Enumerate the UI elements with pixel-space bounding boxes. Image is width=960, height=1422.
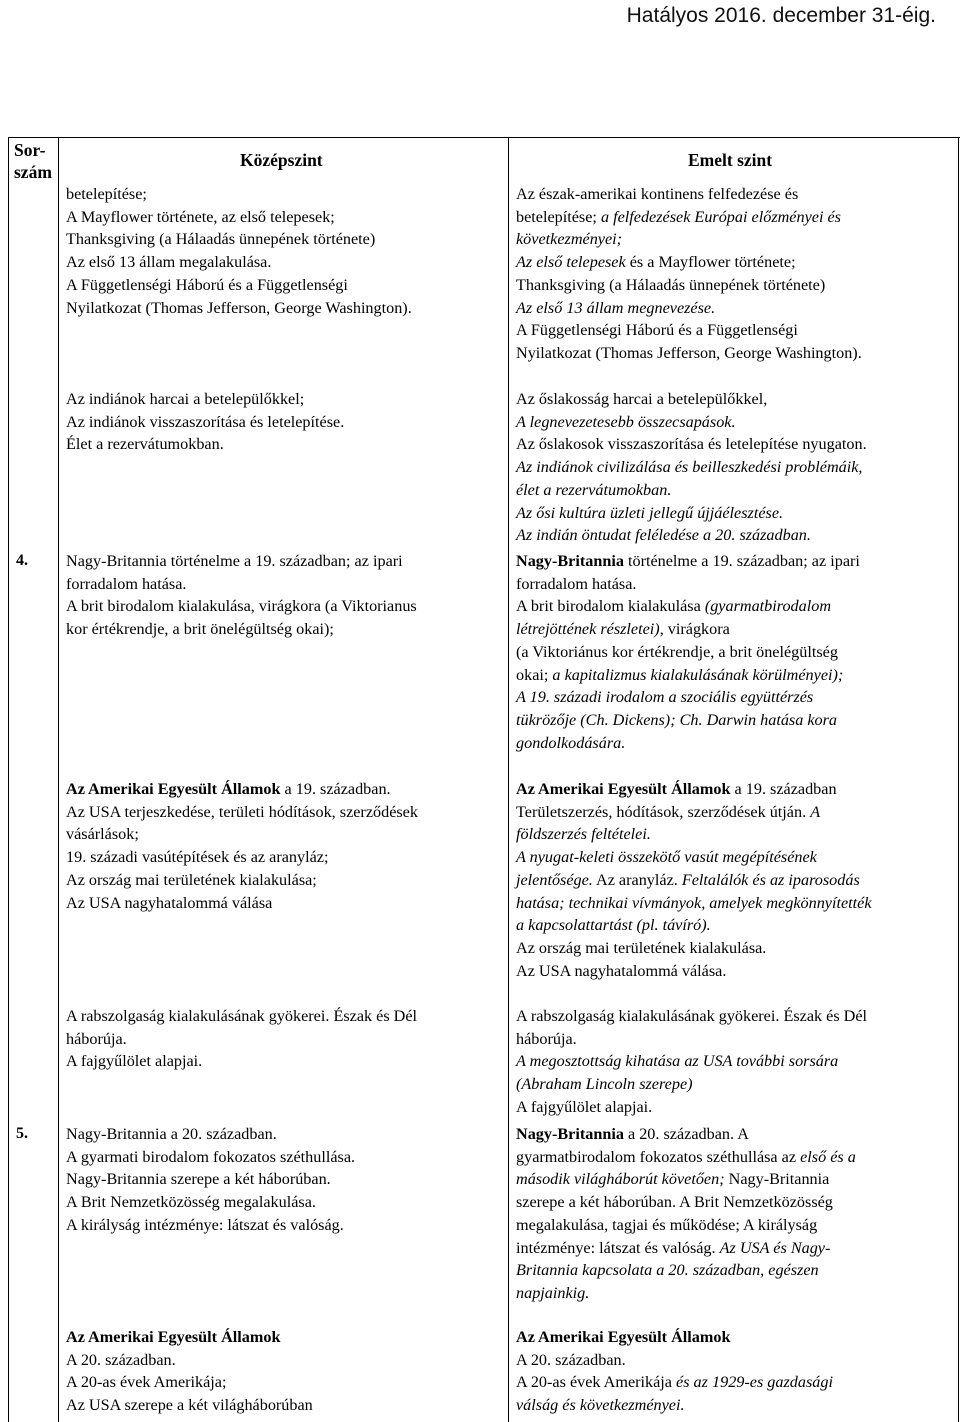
emelt-block-indians: Az őslakosság harcai a betelepülőkkel, A legnevezetesebb összecsapások. Az őslakosok visszaszorítása és letelepítése nyugaton. Az indiánok civilizálása és beilleszkedési problémáik, élet a rezervátumokban. Az ősi kultúra üzleti jellegű újjáélesztése. Az indián öntudat feléledése a 20. században. xyxy=(516,390,867,545)
emelt-block-usa-19: Az Amerikai Egyesült Államok a 19. században Területszerzés, hódítások, szerződések útján. A földszerzés feltételei. A nyugat-keleti összekötő vasút megépítésének jelentősége. Az aranyláz. Feltalálók és az iparosodás hatása; technikai vívmányok, amelyek megkönnyítették a kapcsolattartást (pl. távíró). Az ország mai területének kialakulása. Az USA nagyhatalommá válása. xyxy=(516,780,872,980)
table-border-right xyxy=(958,137,959,1422)
kozep-block-britain-19: Nagy-Britannia történelme a 19. században; az ipari forradalom hatása. A brit birodalom kialakulása, virágkora (a Viktorianus kor értékrendje, a brit önelégültség okai); xyxy=(66,552,417,639)
kozep-block-usa-19: Az Amerikai Egyesült Államok a 19. században. Az USA terjeszkedése, területi hódítások, szerződések vásárlások; 19. századi vasútépítések és az aranyláz; Az ország mai területének kialakulása; Az USA nagyhatalommá válása xyxy=(66,780,418,912)
row-number-4: 4. xyxy=(16,552,28,569)
table-top-border xyxy=(8,137,960,138)
header-sorszam: Sor- szám xyxy=(14,140,52,182)
kozep-block-britain-20: Nagy-Britannia a 20. században. A gyarmati birodalom fokozatos széthullása. Nagy-Britannia szerepe a két háborúban. A Brit Nemzetközösség megalakulása. A királyság intézménye: látszat és valóság. xyxy=(66,1125,356,1234)
emelt-block-britain-20: Nagy-Britannia a 20. században. A gyarmatbirodalom fokozatos széthullása az első és a második világháborút követően; Nagy-Britannia szerepe a két háborúban. A Brit Nemzetközösség megalakulása, tagjai és működése; A királyság intézménye: látszat és valóság. Az USA és Nagy- Britannia kapcsolata a 20. században, egészen napjainkig. xyxy=(516,1125,856,1302)
kozep-block-indians: Az indiánok harcai a betelepülőkkel; Az indiánok visszaszorítása és letelepítése. Élet a rezervátumokban. xyxy=(66,390,345,454)
kozep-block-usa-20: Az Amerikai Egyesült Államok A 20. században. A 20-as évek Amerikája; Az USA szerepe a két világháborúban xyxy=(66,1328,313,1415)
emelt-block-usa-20: Az Amerikai Egyesült Államok A 20. században. A 20-as évek Amerikája és az 1929-es gazdasági válság és következményei. xyxy=(516,1328,833,1415)
header-kozepszint: Középszint xyxy=(240,150,323,170)
validity-note: Hatályos 2016. december 31-éig. xyxy=(626,4,936,27)
table-border-left xyxy=(8,137,9,1422)
kozep-block-slavery: A rabszolgaság kialakulásának gyökerei. Észak és Dél háborúja. A fajgyűlölet alapjai. xyxy=(66,1007,418,1071)
emelt-block-britain-19: Nagy-Britannia történelme a 19. században; az ipari forradalom hatása. A brit birodalom kialakulása (gyarmatbirodalom létrejöttének részletei), virágkora (a Viktoriánus kor értékrendje, a brit önelégültség okai; a kapitalizmus kialakulásának körülményei); A 19. századi irodalom a szociális együttérzés tükrözője (Ch. Dickens); Ch. Darwin hatása kora gondolkodására. xyxy=(516,552,860,752)
header-emelt-szint: Emelt szint xyxy=(688,150,773,170)
emelt-block-america-settlement: Az észak-amerikai kontinens felfedezése és betelepítése; a felfedezések Európai előzményei és következményei; Az első telepesek és a Mayflower története; Thanksgiving (a Hálaadás ünnepének története) Az első 13 állam megnevezése. A Függetlenségi Háború és a Függetlenségi Nyilatkozat (Thomas Jefferson, George Washington). xyxy=(516,185,862,362)
kozep-block-america-settlement: betelepítése; A Mayflower története, az első telepesek; Thanksgiving (a Hálaadás ünnepének története) Az első 13 állam megalakulása. A Függetlenségi Háború és a Függetlenségi Nyilatkozat (Thomas Jefferson, George Washington). xyxy=(66,185,412,317)
column-divider-1 xyxy=(58,137,59,1422)
emelt-block-slavery: A rabszolgaság kialakulásának gyökerei. Észak és Dél háborúja. A megosztottság kihatása az USA további sorsára (Abraham Lincoln szerepe) A fajgyűlölet alapjai. xyxy=(516,1007,868,1116)
row-number-5: 5. xyxy=(16,1125,28,1142)
column-divider-2 xyxy=(508,137,509,1422)
